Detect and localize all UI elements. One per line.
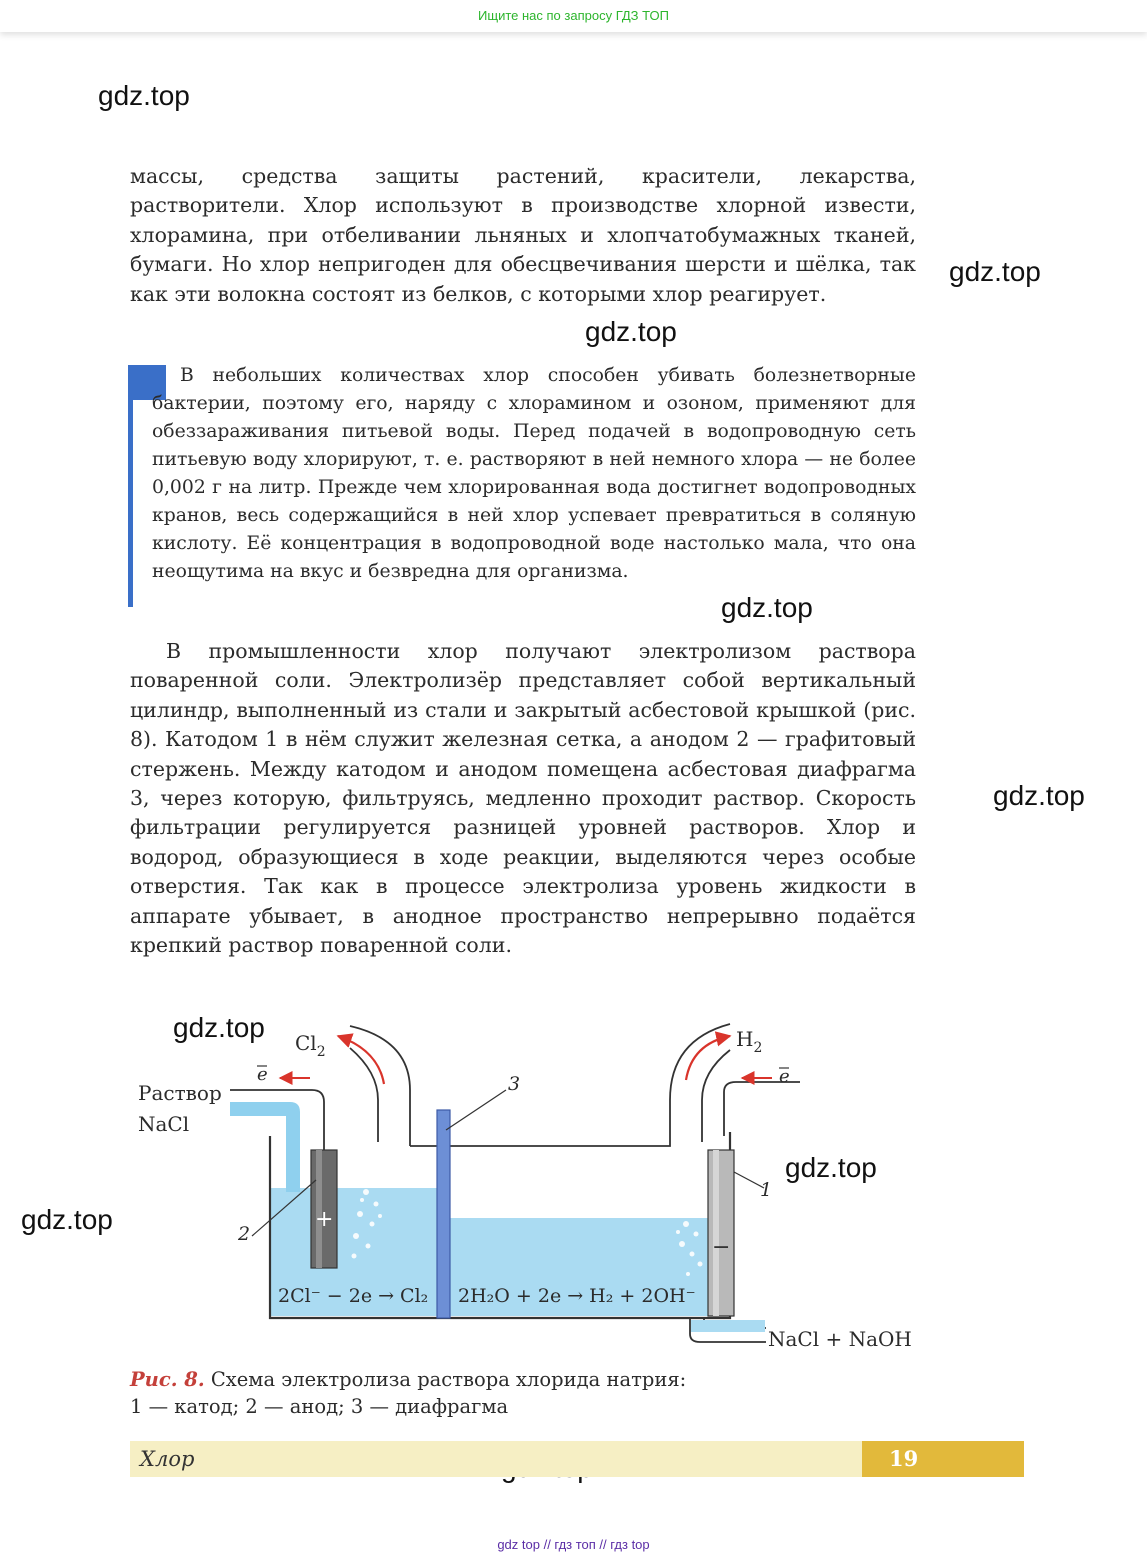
h2-label: $H_2$ [736, 1027, 763, 1056]
cathode-minus-sign: − [712, 1235, 731, 1260]
cl2-label: $Cl_2$ [295, 1031, 326, 1060]
rastvor-label: Раствор [138, 1081, 222, 1105]
page-number-box [862, 1441, 1024, 1477]
page-number: 19 [889, 1446, 919, 1471]
nacl-label: NaCl [138, 1112, 190, 1136]
outlet-pipe [691, 1320, 765, 1332]
label-2: 2 [238, 1223, 251, 1245]
cathode-equation: 2H₂O + 2e → H₂ + 2OH⁻ [458, 1285, 696, 1307]
label-3: 3 [508, 1073, 521, 1095]
anode-plus-sign: + [315, 1207, 334, 1232]
watermark: gdz.top [785, 1152, 877, 1183]
figure-caption [130, 1366, 890, 1420]
chapter-title: Хлор [140, 1447, 195, 1471]
watermark: gdz.top [721, 592, 813, 623]
chlorine-outlet [350, 1048, 378, 1142]
label-1: 1 [760, 1179, 773, 1201]
info-box-bar [128, 365, 133, 607]
brine-inlet-pipe [230, 1102, 300, 1192]
electron-label-anode: e [257, 1064, 268, 1085]
watermark: gdz.top [173, 1012, 265, 1043]
watermark: gdz.top [98, 80, 190, 111]
anode-equation: 2Cl⁻ − 2e → Cl₂ [278, 1285, 429, 1307]
top-banner-text: Ищите нас по запросу ГДЗ ТОП [478, 8, 669, 23]
top-banner [0, 0, 1147, 32]
paragraph-chlorine-uses: массы, средства защиты растений, красители, лекарства, растворители. Хлор используют в производстве хлорной извести, хлорамина, при отбеливании льняных и хлопчатобумажных тканей, бумаги. Но хлор непригоден для обесцвечивания шерсти и шёлка, так как эти волокна состоят из белков, с которыми хлор реагирует. [130, 164, 916, 306]
paragraph-electrolysis: В промышленности хлор получают электролизом раствора поваренной соли. Электролизёр представляет собой вертикальный цилиндр, выполненный из стали и закрытый асбестовой крышкой (рис. 8). Катодом 1 в нём служит железная сетка, а анодом 2 — графитовый стержень. Между катодом и анодом помещена асбестовая диафрагма 3, через которую, фильтруясь, медленно проходит раствор. Скорость фильтрации регулируется разницей уровней растворов. Хлор и водород, образующиеся в ходе реакции, выделяются через особые отверстия. Так как в процессе электролиза уровень жидкости в аппарате убывает, в анодное пространство непрерывно подаётся крепкий раствор поваренной соли. [130, 639, 916, 958]
bottom-links[interactable]: gdz top // гдз топ // гдз top [497, 1537, 650, 1552]
outlet-label: NaCl + NaOH [768, 1327, 912, 1351]
electrolysis-diagram [130, 1010, 920, 1362]
watermark: gdz.top [949, 256, 1041, 287]
label-3-leader [446, 1090, 506, 1130]
watermark: gdz.top [21, 1204, 113, 1235]
watermark: gdz.top [585, 316, 677, 347]
figure-number: Рис. 8. [130, 1368, 205, 1391]
cathode-mesh [708, 1150, 734, 1316]
caption-line-2: 1 — катод; 2 — анод; 3 — диафрагма [130, 1395, 509, 1418]
caption-line-1: Схема электролиза раствора хлорида натрия: [204, 1368, 687, 1391]
diaphragm [437, 1110, 450, 1318]
watermark: gdz.top [993, 780, 1085, 811]
electron-label-cathode: e [779, 1066, 790, 1087]
footer-band [130, 1441, 862, 1477]
info-box-text: В небольших количествах хлор способен убивать болезнетворные бактерии, поэтому его, наряду с хлорамином и озоном, применяют для обеззараживания питьевой воды. Перед подачей в водопроводную сеть питьевую воду хлорируют, т. е. растворяют в ней немного хлора — не более 0,002 г на литр. Прежде чем хлорированная вода достигнет водопроводных кранов, весь содержащийся в ней хлор успевает превратиться в соляную кислоту. Её концентрация в водопроводной воде настолько мала, что она неощутима на вкус и безвредна для организма. [152, 365, 916, 582]
hydrogen-outlet [450, 1024, 730, 1146]
